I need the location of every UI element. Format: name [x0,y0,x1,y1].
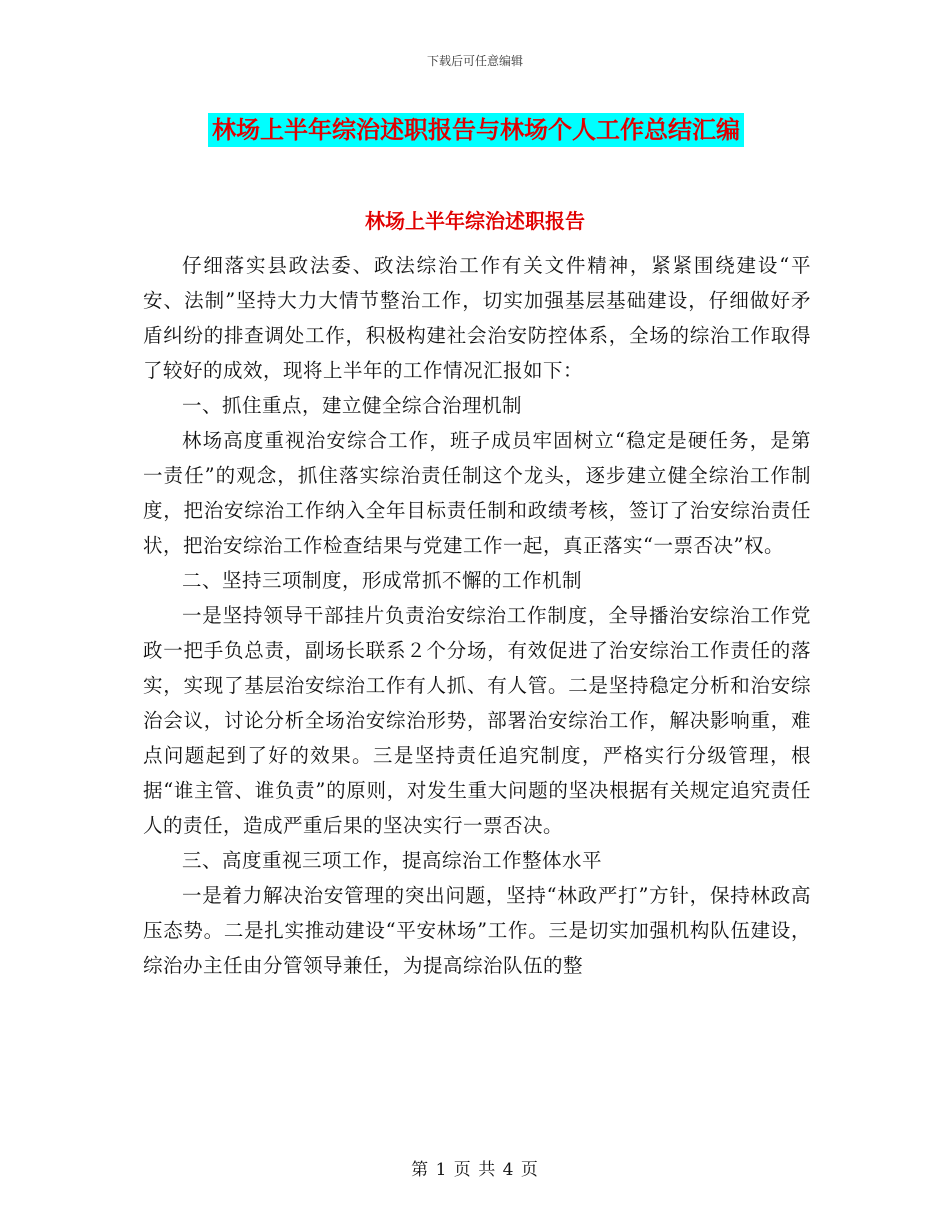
paragraph: 一是坚持领导干部挂片负责治安综治工作制度，全导播治安综治工作党政一把手负总责，副场长联系２个分场，有效促进了治安综治工作责任的落实，实现了基层治安综治工作有人抓、有人管。二是坚持稳定分析和治安综治会议，讨论分析全场治安综治形势，部署治安综治工作，解决影响重，难点问题起到了好的效果。三是坚持责任追究制度，严格实行分级管理，根据“谁主管、谁负责”的原则，对发生重大问题的坚决根据有关规定追究责任人的责任，造成严重后果的坚决实行一票否决。 [143,604,811,837]
section-heading: 一、抓住重点，建立健全综合治理机制 [182,394,523,417]
document-title: 林场上半年综治述职报告与林场个人工作总结汇编 [208,113,744,147]
section-heading: 三、高度重视三项工作，提高综治工作整体水平 [182,849,603,872]
section-title: 林场上半年综治述职报告 [365,209,585,233]
header-note: 下载后可任意编辑 [426,54,523,68]
page-footer: 第 1 页 共 4 页 [411,1160,539,1180]
paragraph: 一是着力解决治安管理的突出问题，坚持“林政严打”方针，保持林政高压态势。二是扎实推动建设“平安林场”工作。三是切实加强机构队伍建设，综治办主任由分管领导兼任，为提高综治队伍的整 [143,884,811,977]
paragraph: 林场高度重视治安综合工作，班子成员牢固树立“稳定是硬任务，是第一责任”的观念，抓住落实综治责任制这个龙头，逐步建立健全综治工作制度，把治安综治工作纳入全年目标责任制和政绩考核，签订了治安综治责任状，把治安综治工作检查结果与党建工作一起，真正落实“一票否决”权。 [143,429,811,557]
document-body [143,248,811,983]
section-heading: 二、坚持三项制度，形成常抓不懈的工作机制 [182,569,583,592]
paragraph: 仔细落实县政法委、政法综治工作有关文件精神，紧紧围绕建设“平安、法制”坚持大力大情节整治工作，切实加强基层基础建设，仔细做好矛盾纠纷的排查调处工作，积极构建社会治安防控体系，全场的综治工作取得了较好的成效，现将上半年的工作情况汇报如下： [143,254,811,382]
